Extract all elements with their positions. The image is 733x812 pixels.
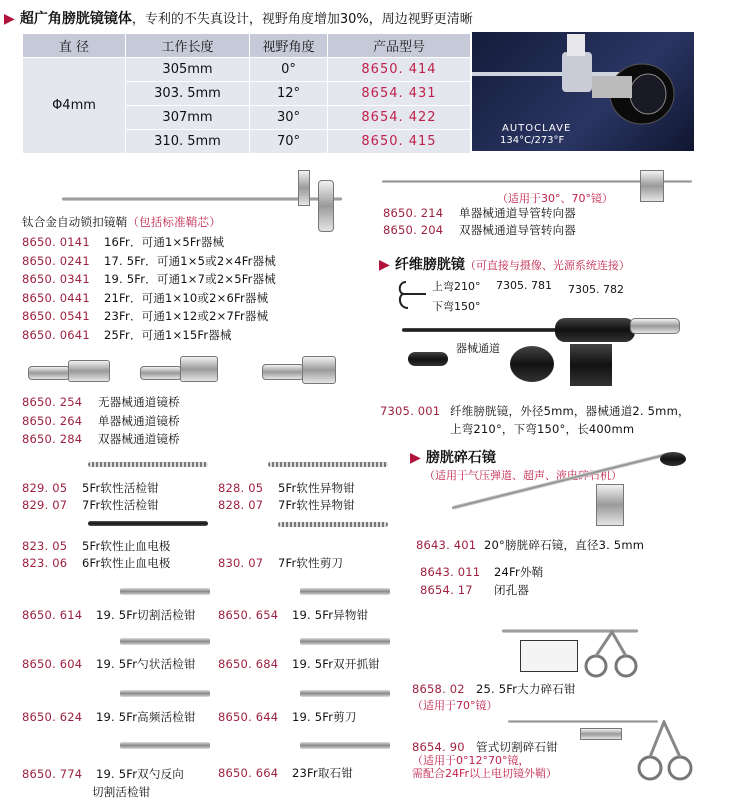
list-item: 8650. 644 19. 5Fr剪刀: [218, 710, 357, 724]
forceps1-code: 8658. 02: [412, 682, 465, 696]
list-item: 8650. 0341 19. 5Fr．可通1×7或2×5Fr器械: [22, 272, 277, 286]
forceps-handle-icon: [582, 630, 642, 680]
litho-forceps-1: [412, 681, 576, 697]
litho-main: [416, 537, 644, 553]
fiber-eyepiece: [630, 318, 680, 334]
bridge-list: [22, 393, 180, 449]
bridge-illustration: [68, 360, 110, 382]
litho-forceps-2: [412, 739, 558, 755]
down-bend-label: 下弯150°: [432, 300, 481, 313]
angle-cell: 70°: [250, 130, 328, 154]
valve-detail: [570, 344, 612, 386]
cystoscope-photo: [472, 32, 694, 151]
litho-main-code: 8643. 401: [416, 538, 477, 552]
sheath-list: [22, 233, 276, 344]
model-cell: 8654. 431: [328, 82, 471, 106]
triangle-bullet-icon: ▶: [410, 450, 421, 466]
flex-group-2: [218, 480, 355, 514]
list-item: 8650. 604 19. 5Fr勺状活检钳: [22, 657, 196, 671]
list-item: 829. 05 5Fr软性活检钳: [22, 481, 159, 495]
list-item: 8650. 214 单器械通道导管转向器: [383, 206, 576, 220]
fiber-handle: [555, 318, 635, 342]
triangle-bullet-icon: ▶: [4, 11, 15, 27]
rigid-forceps-illustration: [300, 588, 390, 595]
sheath-valve: [298, 170, 310, 206]
sheath-note: （包括标准鞘芯）: [127, 215, 221, 229]
rigid-forceps-illustration: [120, 638, 210, 645]
list-item: 8650. 284 双器械通道镜桥: [22, 432, 180, 446]
fiber-title: 纤维膀胱镜: [394, 257, 465, 273]
guide-note: （适用于30°、70°镜）: [497, 192, 613, 205]
length-cell: 303. 5mm: [126, 82, 250, 106]
stone-detail: [520, 640, 578, 672]
table-row: [23, 58, 471, 82]
litho-eyepiece: [660, 452, 686, 466]
forceps-handle-icon: [634, 720, 694, 784]
list-item: 823. 06 6Fr软性止血电极: [22, 556, 171, 570]
tip-detail: [408, 352, 448, 366]
list-item: 8650. 264 单器械通道镜桥: [22, 413, 180, 428]
bridge-illustration: [180, 356, 218, 382]
bridge-illustration: [28, 366, 70, 380]
sheath-heading: [22, 214, 221, 230]
col-header-length: 工作长度: [126, 34, 250, 58]
fiber-note: （可直接与摄像、光源系统连接）: [464, 259, 630, 272]
flex-forceps-illustration: [88, 462, 208, 467]
forceps2-desc: 管式切割碎石钳: [476, 740, 558, 754]
fiber-description: [380, 402, 690, 438]
list-item: 828. 07 7Fr软性异物钳: [218, 498, 355, 512]
flex-scissors-illustration: [278, 522, 388, 527]
flex-group-3: [22, 538, 171, 572]
guide-handle: [640, 170, 664, 202]
fiber-desc-line2: 上弯210°，下弯150°，长400mm: [450, 422, 635, 436]
col-header-model: 产品型号: [328, 34, 471, 58]
triangle-bullet-icon: ▶: [379, 257, 390, 273]
sheath-title: 钛合金自动锁扣镜鞘: [22, 215, 128, 229]
part-7305-781: 7305. 781: [496, 279, 552, 292]
model-cell: 8650. 414: [328, 58, 471, 82]
cutting-forceps-tip: [580, 728, 622, 740]
rigid-forceps-illustration: [120, 690, 210, 697]
flex-forceps-illustration: [268, 462, 388, 467]
model-cell: 8654. 422: [328, 106, 471, 130]
page-subtitle: ，专利的不失真设计，视野角度增加30%，周边视野更清晰: [131, 12, 473, 27]
list-item: 8650. 624 19. 5Fr高频活检钳: [22, 710, 196, 724]
rigid-forceps-illustration: [120, 588, 210, 595]
electrode-illustration: [88, 521, 208, 526]
length-cell: 305mm: [126, 58, 250, 82]
list-item: 8643. 011 24Fr外鞘: [420, 565, 544, 579]
length-cell: 310. 5mm: [126, 130, 250, 154]
list-item: 8654. 17 闭孔器: [420, 583, 530, 597]
bridge-illustration: [262, 364, 304, 380]
channel-label: 器械通道: [456, 342, 500, 355]
forceps2-code: 8654. 90: [412, 740, 465, 754]
list-item: 828. 05 5Fr软性异物钳: [218, 481, 355, 495]
guide-list: [383, 205, 576, 239]
litho-note: （适用于气压弹道、超声、液电碎石机）: [424, 469, 622, 482]
list-item: 8650. 684 19. 5Fr双开抓钳: [218, 657, 380, 671]
rigid-forceps-illustration: [300, 742, 390, 749]
lens-detail: [510, 346, 554, 382]
model-cell: 8650. 415: [328, 130, 471, 154]
fiber-desc-line1: 纤维膀胱镜，外径5mm，器械通道2. 5mm，: [450, 404, 690, 418]
spec-header-row: [23, 34, 471, 58]
list-item: 8650. 664 23Fr取石钳: [218, 766, 354, 780]
col-header-diameter: 直 径: [23, 34, 126, 58]
list-item: 8650. 774 19. 5Fr双勺反向 切割活检钳: [22, 767, 184, 799]
forceps1-note: （适用于70°镜）: [412, 699, 498, 712]
fiber-code: 7305. 001: [380, 404, 441, 418]
rigid-forceps-illustration: [300, 690, 390, 697]
litho-bridge: [596, 484, 624, 526]
list-item: 829. 07 7Fr软性活检钳: [22, 498, 159, 512]
bridge-illustration: [302, 356, 336, 384]
list-item: 8650. 0141 16Fr．可通1×5Fr器械: [22, 235, 225, 249]
list-item: 8650. 614 19. 5Fr切割活检钳: [22, 608, 196, 622]
diameter-cell: Φ4mm: [23, 58, 126, 154]
list-item: 8650. 0441 21Fr．可通1×10或2×6Fr器械: [22, 290, 269, 305]
litho-list: [420, 563, 543, 599]
forceps2-note-line1: （适用于0°12°70°镜，: [412, 754, 530, 767]
angle-cell: 30°: [250, 106, 328, 130]
autoclave-label: AUTOCLAVE: [502, 123, 572, 134]
fiber-heading: [379, 254, 630, 274]
rigid-forceps-illustration: [120, 742, 210, 749]
bend-tip-icon: [398, 278, 428, 312]
bridge-illustration: [140, 366, 182, 380]
fiber-shaft: [402, 328, 562, 332]
length-cell: 307mm: [126, 106, 250, 130]
list-item: 8650. 0541 23Fr．可通1×12或2×7Fr器械: [22, 309, 269, 323]
litho-title: 膀胱碎石镜: [425, 450, 496, 466]
sheath-lock: [318, 180, 334, 232]
autoclave-temp: 134°C/273°F: [500, 135, 565, 146]
forceps2-note-line2: 需配合24Fr以上电切镜外鞘）: [412, 767, 558, 780]
list-item: 8650. 0241 17. 5Fr．可通1×5或2×4Fr器械: [22, 253, 277, 268]
angle-cell: 0°: [250, 58, 328, 82]
angle-cell: 12°: [250, 82, 328, 106]
flex-group-1: [22, 480, 159, 514]
litho-main-desc: 20°膀胱碎石镜，直径3. 5mm: [484, 538, 645, 552]
forceps1-desc: 25. 5Fr大力碎石钳: [476, 682, 576, 696]
page-title: 超广角膀胱镜镜体: [19, 11, 132, 27]
part-7305-782: 7305. 782: [568, 283, 624, 296]
list-item: 8650. 654 19. 5Fr异物钳: [218, 608, 369, 622]
rigid-forceps-illustration: [300, 638, 390, 645]
forceps2-note: [412, 754, 557, 780]
list-item: 830. 07 7Fr软性剪刀: [218, 556, 344, 570]
spec-table: [22, 33, 471, 154]
list-item: 823. 05 5Fr软性止血电极: [22, 539, 171, 553]
up-bend-label: 上弯210°: [432, 280, 481, 293]
header: [4, 8, 473, 28]
list-item: 8650. 254 无器械通道镜桥: [22, 395, 180, 409]
list-item: 8650. 204 双器械通道导管转向器: [383, 223, 576, 237]
list-item: 8650. 0641 25Fr．可通1×15Fr器械: [22, 327, 232, 342]
col-header-angle: 视野角度: [250, 34, 328, 58]
litho-heading: [410, 447, 496, 467]
